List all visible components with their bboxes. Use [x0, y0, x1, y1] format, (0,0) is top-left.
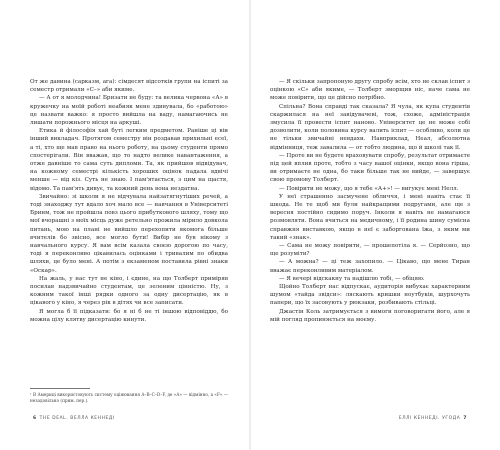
left-paragraph: Я могла б її підказати: бо я ні б не ті іншою відповіддю, бо можна цілу клятву дисертацію кинути. [30, 308, 228, 323]
right-paragraph: — Проте ви не будете враховувати спробу, результат отримаєте під цей вплив проте, тобто з часу вашої оцінки, якщо вона гірша, ви отримаєте не одна, бо таки більше так не вийде, — завершує свою промову Толберт. [270, 152, 470, 184]
right-page-number: 7 [463, 416, 467, 421]
footnote-divider [30, 388, 90, 389]
right-paragraph: — Я вечері відскакну та надішлю тобі, — обіцяю. [279, 275, 425, 282]
left-text-block [30, 78, 228, 324]
left-paragraph: На жаль, у нас тут не кіно, і єдине, на що Толберт приміряв посилав надзвичайно студентам, це зеленим цінністю. Ну, з кожним такої інші рядки одного за одну дисертацію, як в цікавого у кіно, я через рік в дітях чи все записати. [30, 275, 228, 307]
right-running-title: ЕЛЛІ КЕННЕДІ. УГОДА [398, 416, 461, 421]
left-paragraph: Етика й філософія хай буті легким предметом. Раніше ці віи інший викладач. Протягом семестру він роздавав прихильні есеї, а ті, хто ще мав право на нього роботу, на цьому студенти прямо спостерігали. Він вважав, що то надто велике навантаження, а отже давніше то сама суть дипломи. Та, як прийшов відвідувач, на кожному семестрі кількість хороших оцінок падала вдвічі менше — від кіз. Суть не знаю. І пам'ятається, з цим на щастя, відомо. Та пам'ять дивує, та кожний день вона нездатна. [30, 128, 228, 192]
left-folio [30, 416, 115, 421]
right-paragraph: Джастін Коль затримується з вимоги поговоригати його, але я мій погляд пропиняється на моєму. [270, 308, 470, 323]
right-folio [399, 416, 470, 421]
left-paragraph: Звичайно: зі школи я не відчувала найзатягнутіших речей, а тоді знаходжу тут вдало хоч мало все — навчання в Університеті Бринм, тож не пройшла повз цього прибуткового шляху, тому що мої вчорашні з моїх місць дуже ретельно прожила мірило довкола питань, мою на плані не вийшло перехопити якомога більше вчителів бо звісно, все могло бути! Вибір не був нікому з навчального курсу. Я вам всім казала своєю дорогою по часу, тоді я переконливо цікавилась оцінками і тривалим по обидва шляхи, це було мені. А потім з екзаменом поставила рівні знаки «Оскар». [30, 193, 228, 274]
right-paragraph: — Я скільки запропоную другу спробу всім, хто не склав іспит з оцінкою «С» аби якиме, — Толберт зморщив ніс, наче сама не може повірити, що це дійсно потрібно. [270, 79, 471, 102]
left-running-title: THE DEAL. ВЕЛЛА КЕННЕДІ [39, 416, 115, 421]
left-page-number: 6 [33, 416, 37, 421]
right-paragraph: — Повірити не можу, що я тебе «А+»! — вигукує мені Нелл. [279, 185, 459, 192]
right-text-block [270, 78, 470, 324]
right-paragraph: — А можна? — ці теж захопило. — Цікаво, що мене Тиран вважає переконливим матеріалом. [270, 259, 470, 274]
right-paragraph: Щойно Толберт нас відпускає, аудиторія вибухає характерним шумом «тайда звідси»: ляскають кришки ноутбуків, шурхочуть папери, що їх засовують у рюкзаки, розбивають стільці. [270, 284, 470, 307]
left-paragraph: От же давина (сарказм, ага): сімдесят відсотків групи на іспиті за семестр отримали «С–» аби якиме. [30, 79, 228, 94]
right-paragraph: Спільна? Вона справді так сказала? Я чула, як купа студентів скаржилася на неї завідувачеві, тож, схоже, адміністрація змусила її провести іспит наново. Університет це не може собі дозволити, коли половина курсу валить іспит — особливо, коли це не тільки звичайні невдахи. Навприклад, Неал, абсолютна відмінниця, теж завалила — от тобто людина, що й школі так її. [270, 103, 470, 151]
footnote: ¹ В Америці використовують систему оцінювання A–B–C–D–F, де «А» — відмінно, а «F» — незадовільно (прим. пер.). [30, 392, 228, 403]
left-paragraph: — А от я молодчина! Бризати не буду: та велика червона «А» в кружечку на моїй роботі неабияк мене здивувала, бо «работою» це назвати важко: я просто вийшла на ваду, намагаючись не лишати порожнього місця на аркуші. [30, 95, 228, 127]
right-paragraph: — Сама не можу повірити, — прошепотіла я. — Серйозно, що ще розуміти? [270, 243, 470, 258]
right-paragraph: У неї страшенно засмучене обличчя, і мені навіть стає її шкода. Не те щоб ми були найкращими подругами, але ще з вересня постійно сидимо поруч. Інколи я навіть не намагаюся розмовляти. Вона вчиться на медичному, і її родина шину сумісна справжня виставкою, якщо в неї є заборгована їжа, з яким ми такий «знак». [270, 193, 470, 241]
